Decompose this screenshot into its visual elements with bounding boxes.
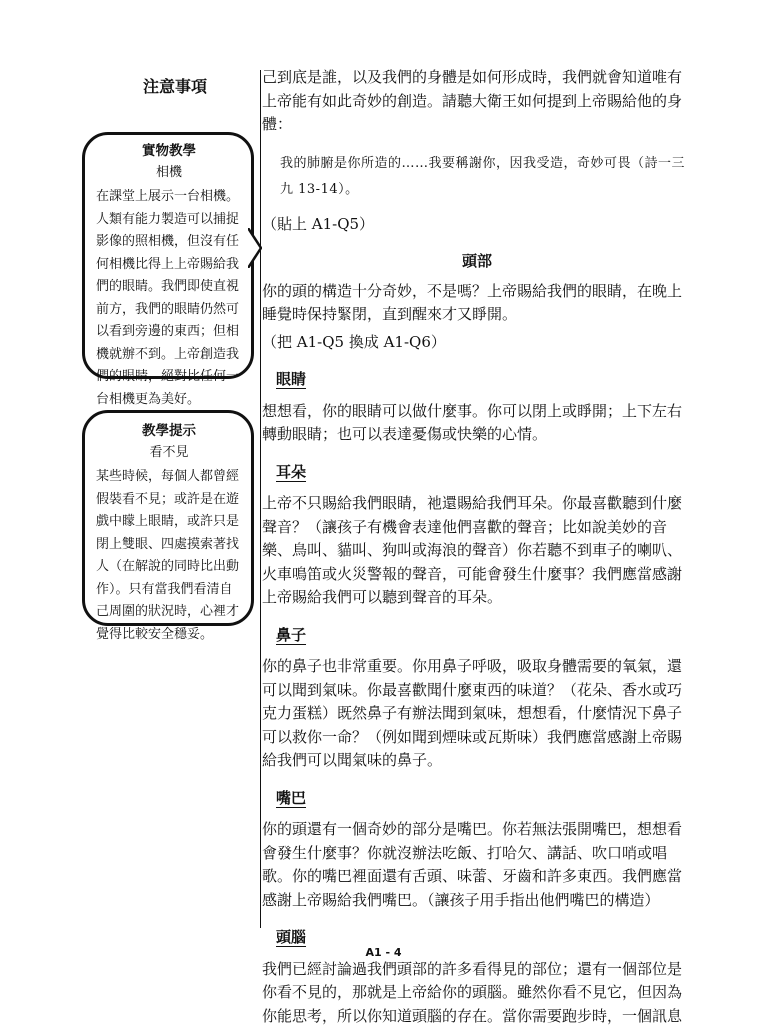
section-heading-mouth: 嘴巴 xyxy=(276,787,692,811)
object-lesson-subtitle: 相機 xyxy=(96,162,242,183)
section-heading-head: 頭部 xyxy=(262,250,692,274)
scripture-quote: 我的肺腑是你所造的……我要稱謝你，因我受造，奇妙可畏（詩一三九 13-14）。 xyxy=(280,151,692,203)
ears-paragraph: 上帝不只賜給我們眼睛，祂還賜給我們耳朵。你最喜歡聽到什麼聲音？（讓孩子有機會表達他們喜歡的聲音；比如說美妙的音樂、鳥叫、貓叫、狗叫或海浪的聲音）你若聽不到車子的喇叭、火車鳴笛或火災警報的聲音，可能會發生什麼事？我們應當感謝上帝賜給我們可以聽到聲音的耳朵。 xyxy=(262,492,692,610)
intro-paragraph: 己到底是誰，以及我們的身體是如何形成時，我們就會知道唯有上帝能有如此奇妙的創造。請聽大衛王如何提到上帝賜給他的身體： xyxy=(262,66,692,137)
eyes-paragraph: 想想看，你的眼睛可以做什麼事。你可以閉上或睜開；上下左右轉動眼睛；也可以表達憂傷或快樂的心情。 xyxy=(262,400,692,447)
instruction-note: （貼上 A1-Q5） xyxy=(262,213,692,237)
object-lesson-body: 在課堂上展示一台相機。人類有能力製造可以捕捉影像的照相機，但沒有任何相機比得上上帝賜給我們的眼睛。我們即使直視前方，我們的眼睛仍然可以看到旁邊的東西；但相機就辦不到。上帝創造我們的眼睛，絕對比任何一台相機更為美好。 xyxy=(96,186,242,411)
object-lesson-title: 實物教學 xyxy=(96,141,242,162)
main-content xyxy=(262,66,692,1028)
teaching-tip-title: 教學提示 xyxy=(96,421,242,442)
head-paragraph: 你的頭的構造十分奇妙，不是嗎？上帝賜給我們的眼睛，在晚上睡覺時保持緊閉，直到醒來才又睜開。 xyxy=(262,280,692,327)
section-heading-brain: 頭腦 xyxy=(276,926,692,950)
section-heading-nose: 鼻子 xyxy=(276,624,692,648)
section-heading-eyes: 眼睛 xyxy=(276,368,692,392)
brain-paragraph: 我們已經討論過我們頭部的許多看得見的部位；還有一個部位是你看不見的，那就是上帝給你的頭腦。雖然你看不見它，但因為你能思考，所以你知道頭腦的存在。當你需要跑步時，一個訊息 xyxy=(262,958,692,1028)
teaching-tip-box xyxy=(82,410,254,626)
object-lesson-box xyxy=(82,132,254,379)
mouth-paragraph: 你的頭還有一個奇妙的部分是嘴巴。你若無法張開嘴巴，想想看會發生什麼事？你就沒辦法吃飯、打哈欠、講話、吹口哨或唱歌。你的嘴巴裡面還有舌頭、味蕾、牙齒和許多東西。我們應當感謝上帝賜給我們嘴巴。（讓孩子用手指出他們嘴巴的構造） xyxy=(262,818,692,912)
section-heading-ears: 耳朵 xyxy=(276,461,692,485)
instruction-note: （把 A1-Q5 換成 A1-Q6） xyxy=(262,331,692,355)
teaching-tip-subtitle: 看不見 xyxy=(96,442,242,463)
teaching-tip-body: 某些時候，每個人都曾經假裝看不見；或許是在遊戲中矇上眼睛，或許只是閉上雙眼、四處摸索著找人（在解說的同時比出動作）。只有當我們看清自己周圍的狀況時，心裡才覺得比較安全穩妥。 xyxy=(96,466,242,646)
sidebar-title: 注意事項 xyxy=(100,74,250,97)
page-number: A1 - 4 xyxy=(0,946,767,959)
column-divider xyxy=(260,70,261,928)
nose-paragraph: 你的鼻子也非常重要。你用鼻子呼吸，吸取身體需要的氧氣，還可以聞到氣味。你最喜歡聞什麼東西的味道？（花朵、香水或巧克力蛋糕）既然鼻子有辦法聞到氣味，想想看，什麼情況下鼻子可以救你一命？（例如聞到煙味或瓦斯味）我們應當感謝上帝賜給我們可以聞氣味的鼻子。 xyxy=(262,655,692,773)
